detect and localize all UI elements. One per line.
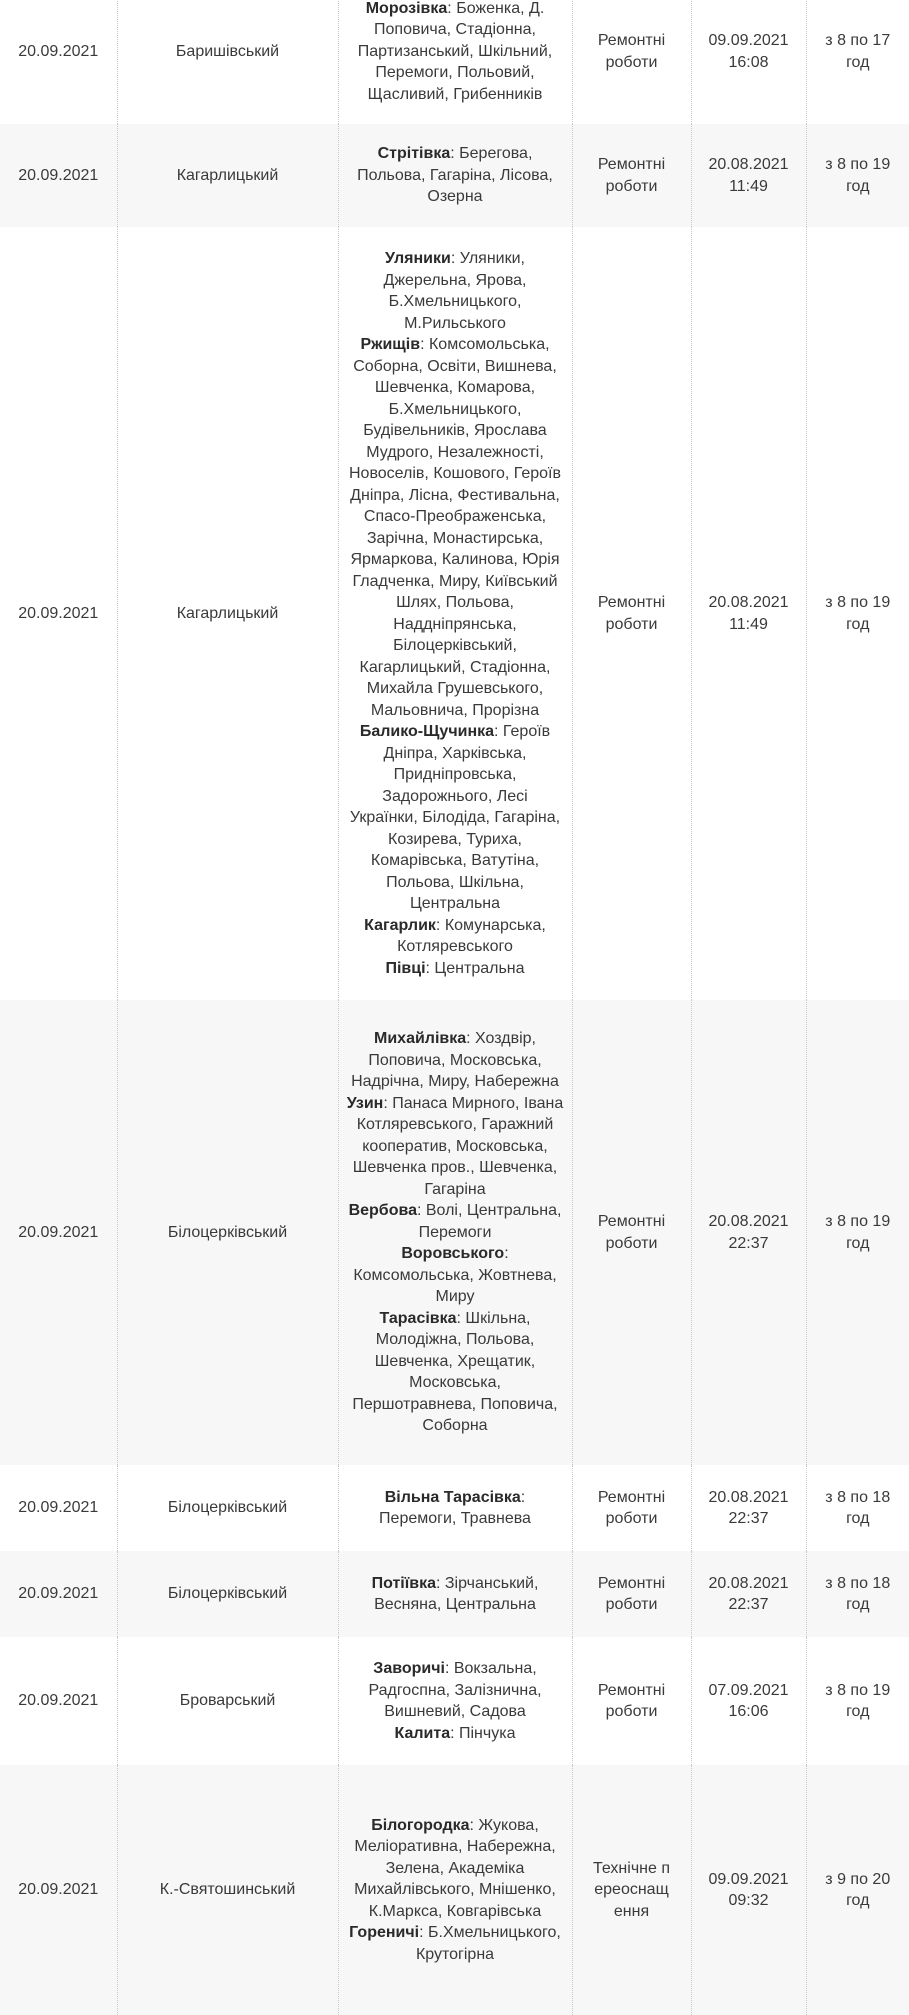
table-row (0, 227, 909, 1000)
locality-entry (347, 1487, 564, 1530)
locality-name: Стрітівка (377, 145, 451, 163)
table-row (0, 1551, 909, 1637)
reason-cell: Технічне переоснащення (572, 1765, 691, 2015)
locality-streets: : Перемоги, Травнева (379, 1488, 531, 1527)
locality-name: Уляники (385, 250, 451, 267)
locality-streets: : Комсомольська, Соборна, Освіти, Вишнева, Шевченка, Комарова, Б.Хмельницького, Будівельників, Ярослава Мудрого, Незалежності, Новоселів, Кошового, Героїв Дніпра, Лісна, Фестивальна, Спасо-Преображенська, Зарічна, Монастирська, Ярмаркова, Калинова, Юрія Гладченка, Миру, Київський Шлях, Польова, Наддніпрянська, Білоцерківський, Кагарлицький, Стадіонна, Михайла Грушевського, Мальовнича, Прорізна (349, 336, 561, 719)
locality-streets: : Берегова, Польова, Гагаріна, Лісова, Озерна (357, 145, 553, 206)
table-row (0, 1637, 909, 1765)
streets-cell (338, 1465, 572, 1551)
locality-entry (347, 721, 564, 915)
streets-cell (338, 0, 572, 124)
locality-streets: : Комсомольська, Жовтнева, Миру (353, 1245, 557, 1306)
locality-entry (347, 1723, 564, 1745)
streets-cell (338, 1765, 572, 2015)
locality-entry (347, 0, 564, 105)
locality-entry (347, 958, 564, 980)
locality-name: Білогородка (371, 1816, 470, 1834)
locality-entry (347, 915, 564, 958)
date-cell: 20.09.2021 (0, 0, 117, 124)
locality-streets: : Героїв Дніпра, Харківська, Придніпровська, Задорожнього, Лесі Українки, Білодіда, Гагаріна, Козирева, Туриха, Комарівська, Ватутіна, Польова, Шкільна, Центральна (349, 723, 561, 912)
locality-entry (347, 1028, 564, 1093)
locality-entry (347, 1658, 564, 1723)
date-cell: 20.09.2021 (0, 1637, 117, 1765)
locality-streets: : Хоздвір, Поповича, Московська, Надрічна, Миру, Набережна (351, 1030, 559, 1091)
locality-entry (347, 1922, 564, 1965)
streets-cell (338, 227, 572, 1000)
locality-name: Морозівка (365, 0, 448, 17)
reason-cell: Ремонтні роботи (572, 227, 691, 1000)
time-cell: з 8 по 19 год (806, 124, 909, 227)
time-cell: з 8 по 19 год (806, 227, 909, 1000)
table-row (0, 1765, 909, 2015)
locality-name: Узин (346, 1094, 384, 1112)
time-cell: з 8 по 18 год (806, 1551, 909, 1637)
date-cell: 20.09.2021 (0, 1465, 117, 1551)
locality-name: Кагарлик (364, 916, 436, 934)
locality-name: Вільна Тарасівка (384, 1488, 521, 1506)
locality-streets: : Панаса Мирного, Івана Котляревського, Гаражний кооператив, Московська, Шевченка пров., Шевченка, Гагаріна (352, 1094, 564, 1198)
locality-streets: : Уляники, Джерельна, Ярова, Б.Хмельницького, М.Рильського (383, 250, 527, 332)
locality-entry (347, 248, 564, 334)
locality-name: Заворичі (373, 1660, 445, 1677)
district-cell: Білоцерківський (117, 1551, 338, 1637)
locality-entry (347, 1243, 564, 1308)
locality-name: Гореничі (349, 1924, 420, 1942)
locality-name: Тарасівка (379, 1309, 457, 1327)
district-cell: Броварський (117, 1637, 338, 1765)
locality-name: Михайлівка (374, 1030, 467, 1048)
date-cell: 20.09.2021 (0, 1765, 117, 2015)
locality-streets: : Вокзальна, Радгоспна, Залізнична, Вишневий, Садова (368, 1660, 542, 1720)
locality-name: Калита (394, 1724, 451, 1742)
locality-entry (347, 1573, 564, 1616)
locality-streets: : Шкільна, Молодіжна, Польова, Шевченка, Хрещатик, Московська, Першотравнева, Поповича, Соборна (352, 1309, 558, 1435)
streets-cell (338, 1551, 572, 1637)
time-cell: з 9 по 20 год (806, 1765, 909, 2015)
time-cell: з 8 по 19 год (806, 1637, 909, 1765)
locality-entry (347, 1200, 564, 1243)
reason-cell: Ремонтні роботи (572, 0, 691, 124)
district-cell: Білоцерківський (117, 1000, 338, 1465)
district-cell: Кагарлицький (117, 124, 338, 227)
locality-streets: : Пінчука (450, 1724, 516, 1742)
streets-cell (338, 124, 572, 227)
reason-cell: Ремонтні роботи (572, 1000, 691, 1465)
locality-entry (347, 1308, 564, 1437)
published-cell: 20.08.2021 11:49 (691, 227, 806, 1000)
published-cell: 09.09.2021 09:32 (691, 1765, 806, 2015)
locality-streets: : Б.Хмельницького, Крутогірна (415, 1924, 561, 1963)
published-cell: 20.08.2021 22:37 (691, 1000, 806, 1465)
locality-streets: : Центральна (425, 959, 525, 977)
published-cell: 09.09.2021 16:08 (691, 0, 806, 124)
published-cell: 20.08.2021 22:37 (691, 1465, 806, 1551)
locality-streets: : Комунарська, Котляревського (397, 916, 546, 955)
table-row (0, 1000, 909, 1465)
locality-name: Півці (385, 959, 426, 977)
published-cell: 20.08.2021 22:37 (691, 1551, 806, 1637)
streets-cell (338, 1000, 572, 1465)
locality-name: Балико-Щучинка (359, 723, 495, 740)
district-cell: К.-Святошинський (117, 1765, 338, 2015)
locality-name: Потіївка (371, 1574, 436, 1592)
published-cell: 07.09.2021 16:06 (691, 1637, 806, 1765)
date-cell: 20.09.2021 (0, 1551, 117, 1637)
locality-streets: : Волі, Центральна, Перемоги (416, 1202, 562, 1241)
locality-entry (347, 1815, 564, 1923)
date-cell: 20.09.2021 (0, 1000, 117, 1465)
locality-name: Ржищів (360, 336, 421, 353)
table-row (0, 1465, 909, 1551)
district-cell: Білоцерківський (117, 1465, 338, 1551)
published-cell: 20.08.2021 11:49 (691, 124, 806, 227)
locality-streets: : Зірчанський, Весняна, Центральна (374, 1574, 539, 1613)
locality-streets: : Боженка, Д. Поповича, Стадіонна, Партизанський, Шкільний, Перемоги, Польовий, Щасливий, Грибенників (357, 0, 553, 103)
reason-cell: Ремонтні роботи (572, 1551, 691, 1637)
locality-name: Вербова (348, 1202, 417, 1220)
reason-cell: Ремонтні роботи (572, 124, 691, 227)
time-cell: з 8 по 19 год (806, 1000, 909, 1465)
streets-cell (338, 1637, 572, 1765)
district-cell: Баришівський (117, 0, 338, 124)
time-cell: з 8 по 18 год (806, 1465, 909, 1551)
reason-cell: Ремонтні роботи (572, 1637, 691, 1765)
table-row (0, 0, 909, 124)
locality-name: Воровського (401, 1245, 505, 1263)
date-cell: 20.09.2021 (0, 227, 117, 1000)
date-cell: 20.09.2021 (0, 124, 117, 227)
locality-streets: : Жукова, Меліоративна, Набережна, Зелена, Академіка Михайлівського, Мнішенко, К.Маркса, Ковгарівська (354, 1816, 556, 1920)
reason-cell: Ремонтні роботи (572, 1465, 691, 1551)
locality-entry (347, 1093, 564, 1201)
locality-entry (347, 334, 564, 721)
time-cell: з 8 по 17 год (806, 0, 909, 124)
table-row (0, 124, 909, 227)
district-cell: Кагарлицький (117, 227, 338, 1000)
locality-entry (347, 143, 564, 208)
